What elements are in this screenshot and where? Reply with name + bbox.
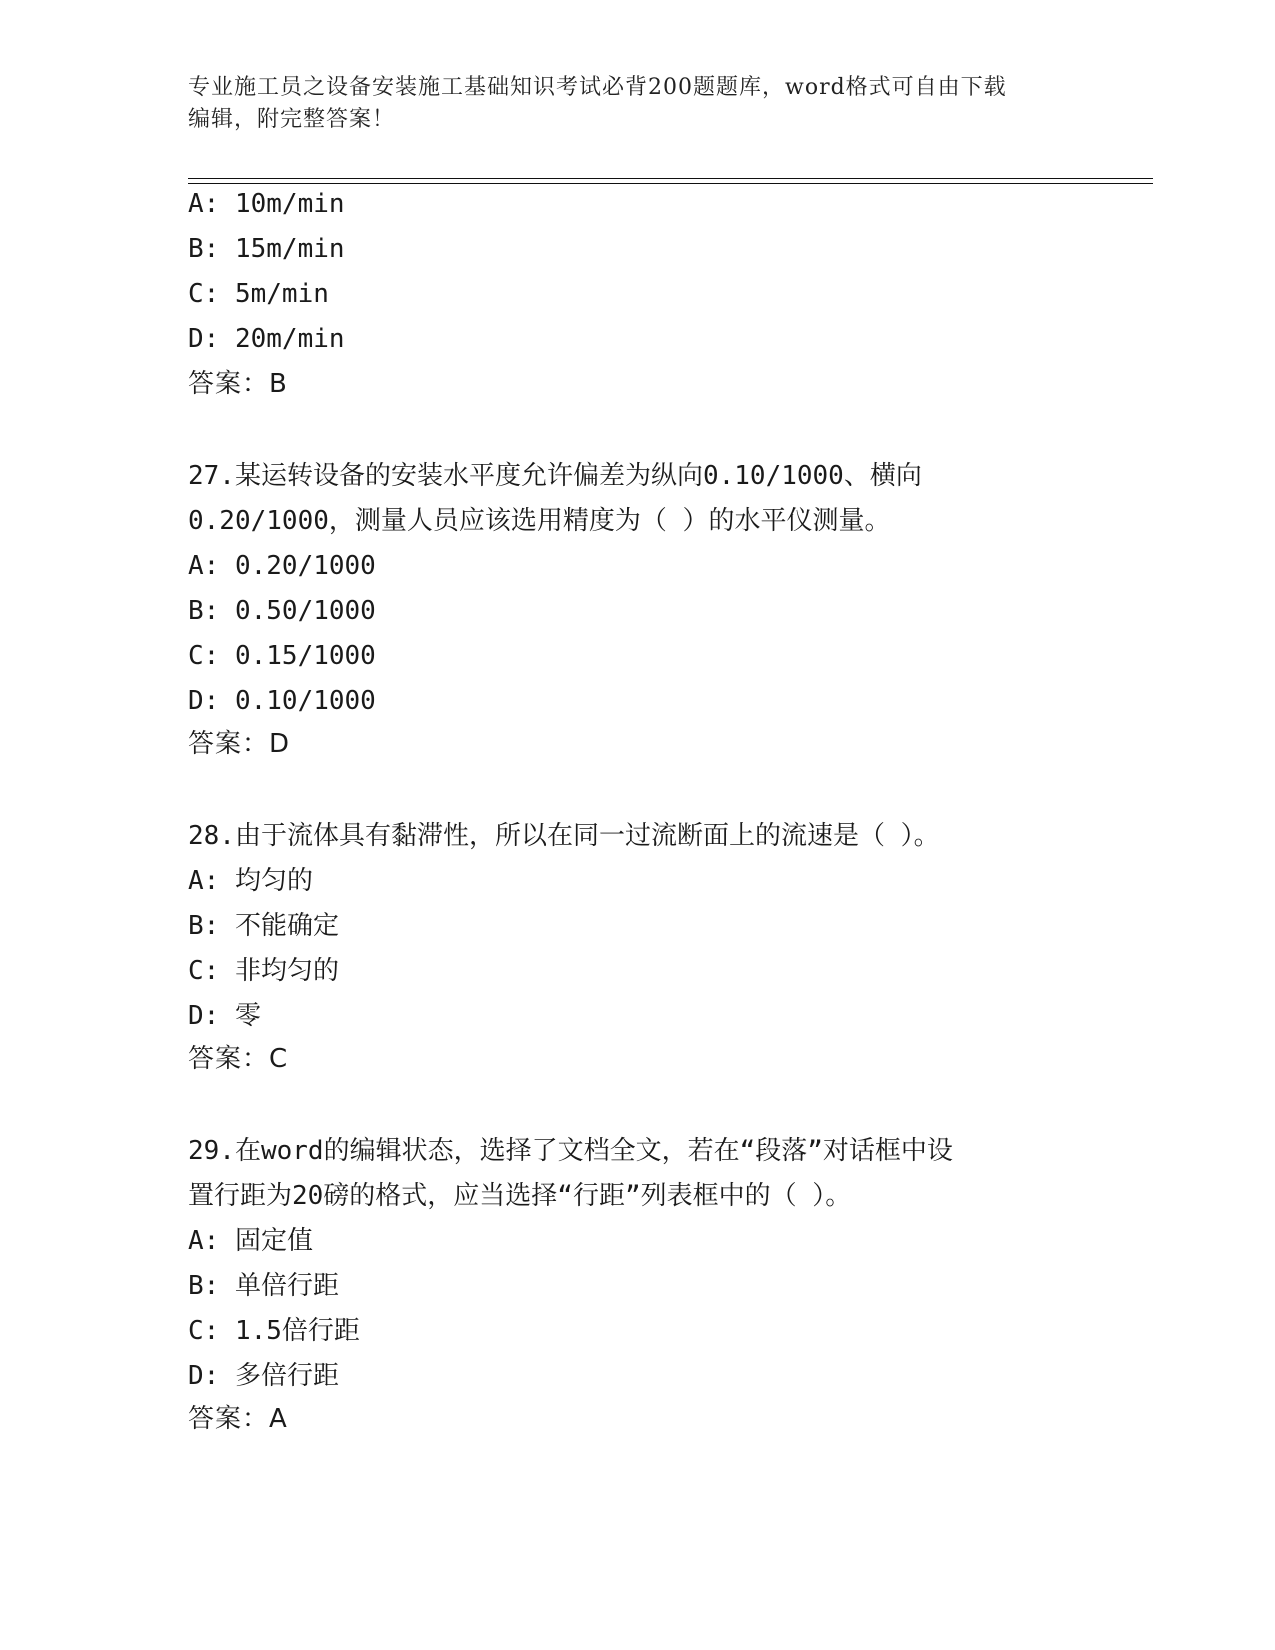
document-header bbox=[188, 72, 1088, 136]
q28-option-b: B: 不能确定 bbox=[188, 911, 339, 941]
q28-answer: 答案：C bbox=[188, 1044, 289, 1074]
q29-stem-line-2: 置行距为20磅的格式，应当选择“行距”列表框中的（ ）。 bbox=[188, 1181, 852, 1211]
header-title-line-1: 专业施工员之设备安装施工基础知识考试必背200题题库，word格式可自由下载 bbox=[188, 75, 1007, 100]
q29-option-b: B: 单倍行距 bbox=[188, 1271, 339, 1301]
header-divider-top bbox=[188, 178, 1153, 179]
q27-stem-line-2: 0.20/1000，测量人员应该选用精度为（ ）的水平仪测量。 bbox=[188, 506, 891, 536]
q26-option-b: B: 15m/min bbox=[188, 234, 345, 264]
q27-stem-line-1: 27.某运转设备的安装水平度允许偏差为纵向0.10/1000、横向 bbox=[188, 461, 922, 491]
q27-option-a: A: 0.20/1000 bbox=[188, 551, 376, 581]
q29-option-d: D: 多倍行距 bbox=[188, 1361, 339, 1391]
q28-option-d: D: 零 bbox=[188, 1001, 261, 1031]
q26-answer: 答案：B bbox=[188, 369, 288, 399]
header-divider-bottom bbox=[188, 183, 1153, 184]
q26-option-c: C: 5m/min bbox=[188, 279, 329, 309]
q29-option-a: A: 固定值 bbox=[188, 1226, 313, 1256]
q29-option-c: C: 1.5倍行距 bbox=[188, 1316, 360, 1346]
q28-stem-line-1: 28.由于流体具有黏滞性，所以在同一过流断面上的流速是（ ）。 bbox=[188, 821, 940, 851]
q29-answer: 答案：A bbox=[188, 1404, 288, 1434]
q27-answer: 答案：D bbox=[188, 729, 291, 759]
q26-option-d: D: 20m/min bbox=[188, 324, 345, 354]
q27-option-b: B: 0.50/1000 bbox=[188, 596, 376, 626]
header-title-line-2: 编辑，附完整答案！ bbox=[188, 107, 396, 132]
q29-stem-line-1: 29.在word的编辑状态，选择了文档全文，若在“段落”对话框中设 bbox=[188, 1136, 953, 1166]
q28-option-a: A: 均匀的 bbox=[188, 866, 313, 896]
q28-option-c: C: 非均匀的 bbox=[188, 956, 339, 986]
q27-option-d: D: 0.10/1000 bbox=[188, 686, 376, 716]
q27-option-c: C: 0.15/1000 bbox=[188, 641, 376, 671]
q26-option-a: A: 10m/min bbox=[188, 189, 345, 219]
